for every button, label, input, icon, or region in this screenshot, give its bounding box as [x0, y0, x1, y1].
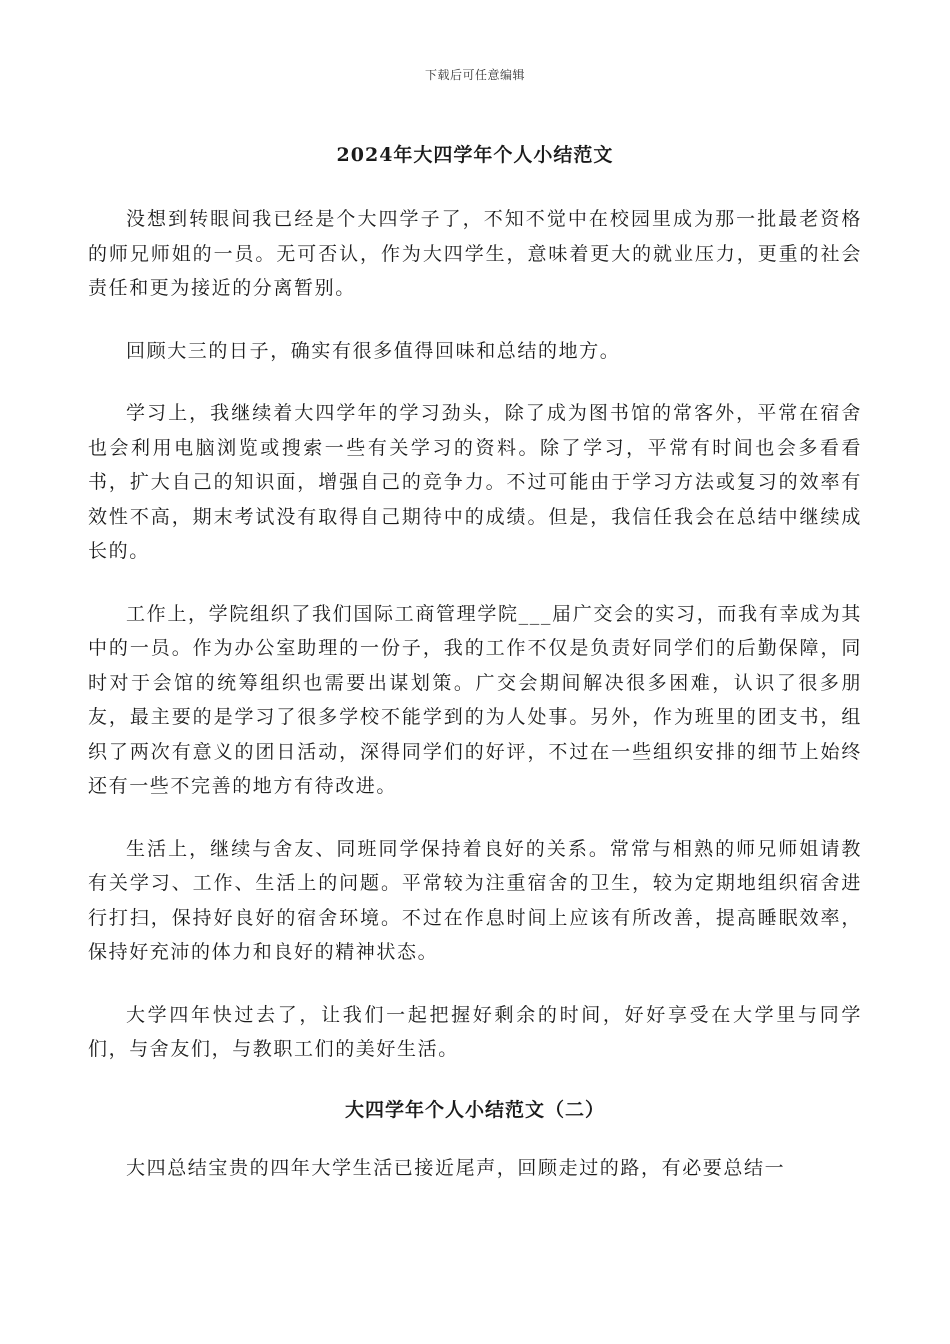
paragraph-work: 工作上，学院组织了我们国际工商管理学院___届广交会的实习，而我有幸成为其中的一员。作为办公室助理的一份子，我的工作不仅是负责好同学们的后勤保障，同时对于会馆的统筹组织也需要出谋划策。广交会期间解决很多困难，认识了很多朋友，最主要的是学习了很多学校不能学到的为人处事。另外，作为班里的团支书，组织了两次有意义的团日活动，深得同学们的好评，不过在一些组织安排的细节上始终还有一些不完善的地方有待改进。	[88, 602, 862, 797]
document-title: 2024年大四学年个人小结范文	[336, 144, 614, 166]
document-body	[88, 140, 862, 1213]
paragraph-life: 生活上，继续与舍友、同班同学保持着良好的关系。常常与相熟的师兄师姐请教有关学习、工作、生活上的问题。平常较为注重宿舍的卫生，较为定期地组织宿舍进行打扫，保持好良好的宿舍环境。不过在作息时间上应该有所改善，提高睡眠效率，保持好充沛的体力和良好的精神状态。	[88, 837, 862, 963]
paragraph-study: 学习上，我继续着大四学年的学习劲头，除了成为图书馆的常客外，平常在宿舍也会利用电脑浏览或搜索一些有关学习的资料。除了学习，平常有时间也会多看看书，扩大自己的知识面，增强自己的竞争力。不过可能由于学习方法或复习的效率有效性不高，期末考试没有取得自己期待中的成绩。但是，我信任我会在总结中继续成长的。	[88, 402, 862, 562]
paragraph-conclusion: 大学四年快过去了，让我们一起把握好剩余的时间，好好享受在大学里与同学们，与舍友们，与教职工们的美好生活。	[88, 1003, 862, 1060]
paragraph-second-intro: 大四总结宝贵的四年大学生活已接近尾声，回顾走过的路，有必要总结一	[126, 1156, 786, 1179]
paragraph-review: 回顾大三的日子，确实有很多值得回味和总结的地方。	[126, 339, 621, 362]
paragraph-intro: 没想到转眼间我已经是个大四学子了，不知不觉中在校园里成为那一批最老资格的师兄师姐的一员。无可否认，作为大四学生，意味着更大的就业压力，更重的社会责任和更为接近的分离暂别。	[88, 208, 862, 299]
section-subtitle: 大四学年个人小结范文（二）	[344, 1098, 605, 1121]
header-note: 下载后可任意编辑	[424, 68, 525, 82]
